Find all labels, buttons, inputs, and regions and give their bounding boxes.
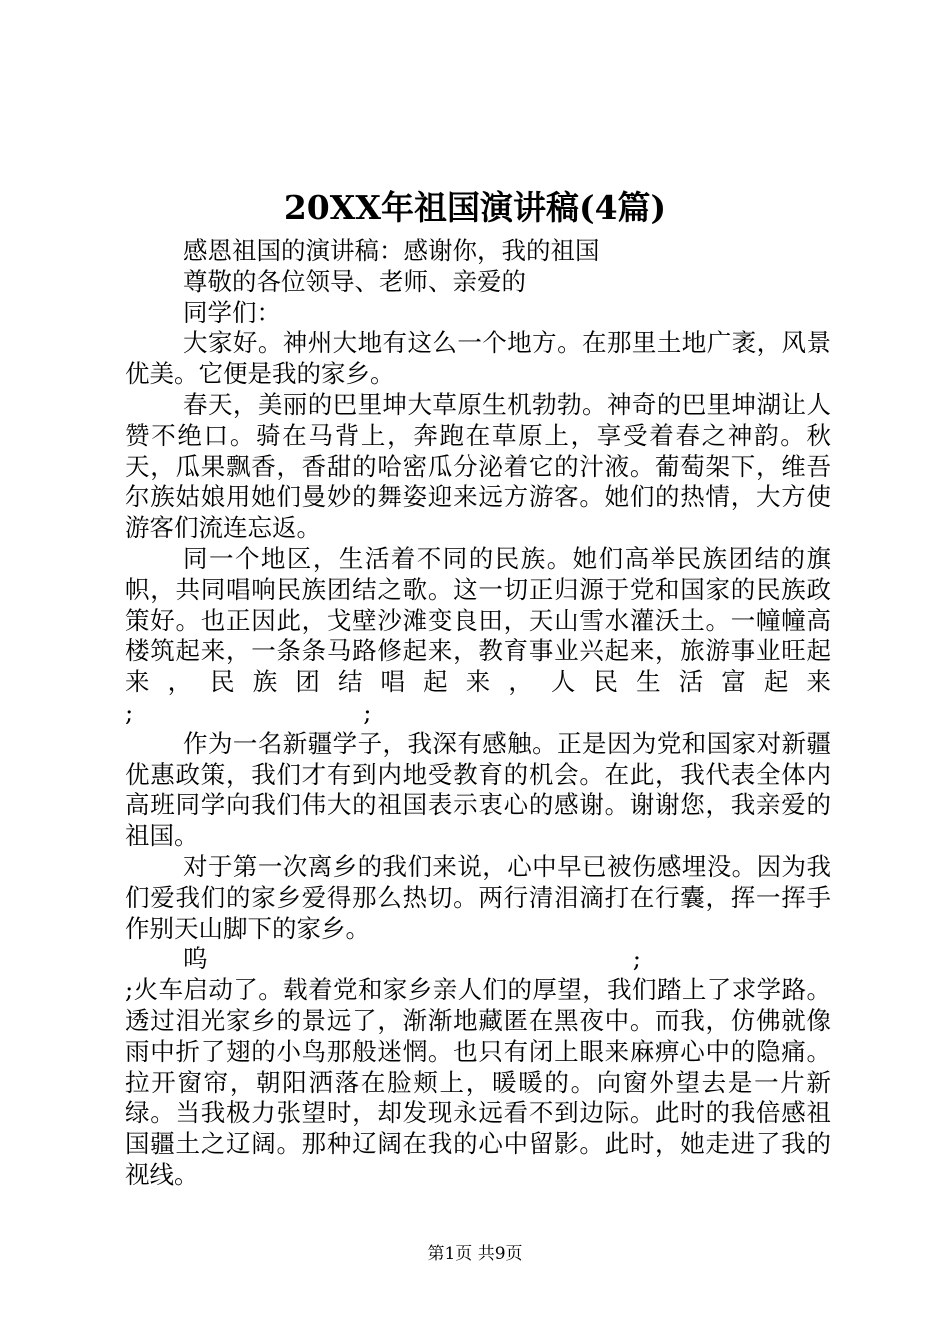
paragraph-salutation: 尊敬的各位领导、老师、亲爱的 — [183, 266, 526, 296]
paragraph-heading-line: 感恩祖国的演讲稿：感谢你，我的祖国 — [183, 236, 600, 265]
paragraph-leaving-home: 对于第一次离乡的我们来说，心中早已被伤感埋没。因为我们爱我们的家乡爱得那么热切。两行清泪滴打在行囊，挥一挥手作别天山脚下的家乡。 — [125, 851, 831, 943]
paragraph-salutation-cont: 同学们： — [183, 297, 281, 327]
paragraph-student: 作为一名新疆学子，我深有感触。正是因为党和国家对新疆优惠政策，我们才有到内地受教育的机会。在此，我代表全体内高班同学向我们伟大的祖国表示衷心的感谢。谢谢您，我亲爱的祖国。 — [125, 728, 831, 851]
paragraph-train-start — [125, 944, 831, 975]
paragraph-semicolon-line — [125, 698, 831, 729]
paragraph-unity: 同一个地区，生活着不同的民族。她们高举民族团结的旗帜，共同唱响民族团结之歌。这一切正归源于党和国家的民族政策好。也正因此，戈壁沙滩变良田，天山雪水灌沃土。一幢幢高楼筑起来，一条条马路修起来，教育事业兴起来，旅游事业旺起来，民族团结唱起来，人民生活富起来 — [125, 543, 831, 697]
semicolon-mark: ; — [632, 944, 641, 974]
page-number-footer: 第1页 共9页 — [427, 1244, 523, 1264]
semicolon-mark: ; — [363, 697, 372, 727]
paragraph-spring: 春天，美丽的巴里坤大草原生机勃勃。神奇的巴里坤湖让人赞不绝口。骑在马背上，奔跑在草原上，享受着春之神韵。秋天，瓜果飘香，香甜的哈密瓜分泌着它的汁液。葡萄架下，维吾尔族姑娘用她们曼妙的舞姿迎来远方游客。她们的热情，大方使游客们流连忘返。 — [125, 389, 831, 543]
paragraph-train-journey: ;火车启动了。载着党和家乡亲人们的厚望，我们踏上了求学路。透过泪光家乡的景远了，渐渐地藏匿在黑夜中。而我，仿佛就像雨中折了翅的小鸟那般迷惘。也只有闭上眼来麻痹心中的隐痛。拉开窗帘，朝阳洒落在脸颊上，暖暖的。向窗外望去是一片新绿。当我极力张望时，却发现永远看不到边际。此时的我倍感祖国疆土之辽阔。那种辽阔在我的心中留影。此时，她走进了我的视线。 — [125, 975, 831, 1189]
paragraph-greeting: 大家好。神州大地有这么一个地方。在那里土地广袤，风景优美。它便是我的家乡。 — [125, 328, 831, 389]
document-body — [125, 236, 831, 1191]
document-title: 20XX年祖国演讲稿(4篇) — [283, 188, 667, 227]
onomatopoeia: 呜 — [183, 944, 433, 974]
semicolon-mark: ; — [125, 697, 134, 727]
